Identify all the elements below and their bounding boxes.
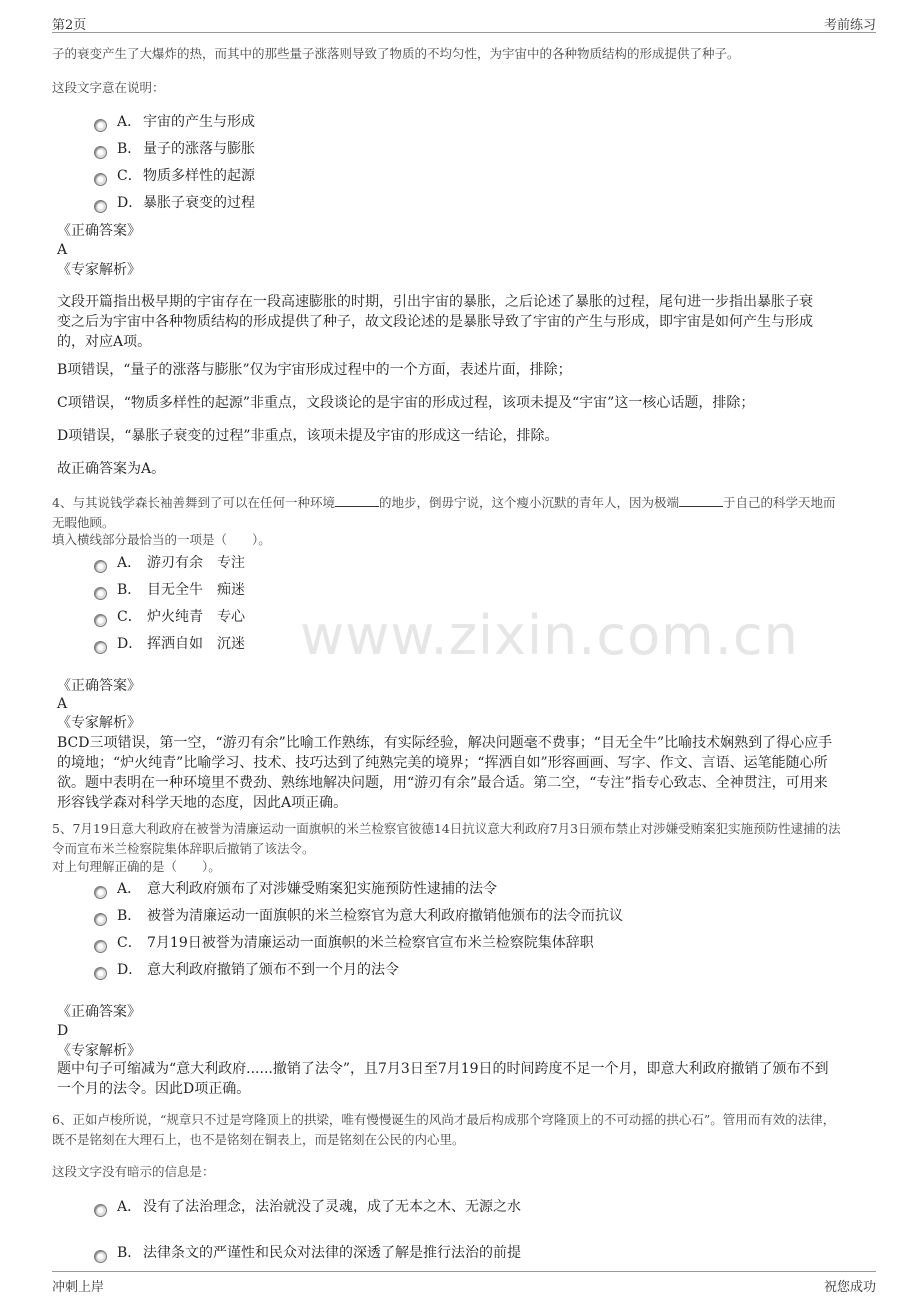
- watermark: www.zixin.com.cn: [300, 604, 799, 667]
- q4-option-c[interactable]: C． 炉火纯青 专心: [94, 607, 245, 627]
- q4-answer: A: [57, 696, 68, 712]
- q5-option-a[interactable]: A． 意大利政府颁布了对涉嫌受贿案犯实施预防性逮捕的法令: [94, 879, 497, 899]
- radio-icon[interactable]: [94, 1204, 107, 1217]
- q6-stem: 6、正如卢梭所说，“规章只不过是穹隆顶上的拱梁，唯有慢慢诞生的风尚才最后构成那个穹隆顶上的不可动摇的拱心石”。管用而有效的法律， 既不是铭刻在大理石上，也不是铭刻在铜表上，而是铭刻在公民的内心里。: [52, 1112, 836, 1147]
- fill-blank: [335, 494, 379, 507]
- q4-analysis-heading: 《专家解析》: [57, 715, 141, 731]
- q5-stem: 5、7月19日意大利政府在被誉为清廉运动一面旗帜的米兰检察官彼德14日抗议意大利政府7月3日颁布禁止对涉嫌受贿案犯实施预防性逮捕的法 令而宣布米兰检察院集体辞职后撤销了该法令。: [52, 821, 841, 856]
- radio-icon[interactable]: [94, 1250, 107, 1263]
- radio-icon[interactable]: [94, 967, 107, 980]
- q3-option-c[interactable]: C．物质多样性的起源: [94, 166, 255, 186]
- page-number: 第2页: [52, 18, 87, 33]
- q3-option-b[interactable]: B． 量子的涨落与膨胀: [94, 139, 255, 159]
- page-header: [52, 10, 876, 33]
- q3-analysis-para1: 文段开篇指出极早期的宇宙存在一段高速膨胀的时期，引出宇宙的暴胀，之后论述了暴胀的过程，尾句进一步指出暴胀子衰 变之后为宇宙中各种物质结构的形成提供了种子，故文段论述的是暴胀导致了宇宙的产生与形成，即宇宙是如何产生与形成 的，对应A项。: [57, 294, 813, 350]
- q5-option-c[interactable]: C． 7月19日被誉为清廉运动一面旗帜的米兰检察官宣布米兰检察院集体辞职: [94, 933, 594, 953]
- page-footer: [52, 1271, 876, 1294]
- q5-analysis: 题中句子可缩减为“意大利政府......撤销了法令”，且7月3日至7月19日的时间跨度不足一个月，即意大利政府撤销了颁布不到 一个月的法令。因此D项正确。: [57, 1061, 829, 1097]
- q3-passage-tail: 子的衰变产生了大爆炸的热，而其中的那些量子涨落则导致了物质的不均匀性，为宇宙中的各种物质结构的形成提供了种子。: [52, 46, 740, 61]
- radio-icon[interactable]: [94, 940, 107, 953]
- q3-answer: A: [57, 242, 68, 258]
- q5-answer-heading: 《正确答案》: [57, 1004, 141, 1020]
- q3-conclusion: 故正确答案为A。: [57, 461, 166, 477]
- radio-icon[interactable]: [94, 560, 107, 573]
- q3-option-d[interactable]: D．暴胀子衰变的过程: [94, 193, 255, 213]
- radio-icon[interactable]: [94, 641, 107, 654]
- radio-icon[interactable]: [94, 886, 107, 899]
- q3-answer-heading: 《正确答案》: [57, 223, 141, 239]
- footer-left-text: 冲刺上岸: [52, 1280, 105, 1295]
- footer-right-text: 祝您成功: [823, 1280, 876, 1295]
- q6-prompt: 这段文字没有暗示的信息是：: [52, 1164, 215, 1179]
- q4-option-a[interactable]: A． 游刃有余 专注: [94, 553, 245, 573]
- q5-option-b[interactable]: B． 被誉为清廉运动一面旗帜的米兰检察官为意大利政府撤销他颁布的法令而抗议: [94, 906, 623, 926]
- q5-option-d[interactable]: D． 意大利政府撤销了颁布不到一个月的法令: [94, 960, 399, 980]
- q4-prompt: 填入横线部分最恰当的一项是（ ）。: [52, 532, 271, 547]
- q6-option-b[interactable]: B． 法律条文的严谨性和民众对法律的深透了解是推行法治的前提: [94, 1243, 521, 1263]
- q3-option-a[interactable]: A． 宇宙的产生与形成: [94, 112, 255, 132]
- q5-answer: D: [57, 1023, 69, 1039]
- radio-icon[interactable]: [94, 146, 107, 159]
- q3-analysis-b: B项错误，“量子的涨落与膨胀”仅为宇宙形成过程中的一个方面，表述片面，排除；: [57, 362, 572, 378]
- q4-stem: 4、与其说钱学森长袖善舞到了可以在任何一种环境 的地步，倒毋宁说，这个瘦小沉默的青年人，因为极端 于自己的科学天地而 无暇他顾。: [52, 495, 836, 530]
- q3-analysis-c: C项错误，“物质多样性的起源”非重点，文段谈论的是宇宙的形成过程，该项未提及“宇宙”这一核心话题，排除；: [57, 395, 755, 411]
- radio-icon[interactable]: [94, 913, 107, 926]
- q3-prompt: 这段文字意在说明：: [52, 80, 165, 95]
- q4-option-b[interactable]: B． 目无全牛 痴迷: [94, 580, 245, 600]
- q3-analysis-heading: 《专家解析》: [57, 262, 141, 278]
- radio-icon[interactable]: [94, 614, 107, 627]
- q6-option-a[interactable]: A． 没有了法治理念，法治就没了灵魂，成了无本之木、无源之水: [94, 1197, 521, 1217]
- header-title: 考前练习: [823, 18, 876, 33]
- q4-analysis: BCD三项错误，第一空，“游刃有余”比喻工作熟练，有实际经验，解决问题毫不费事；“目无全牛”比喻技术娴熟到了得心应手 的境地；“炉火纯青”比喻学习、技术、技巧达到了纯熟完美的境界；“挥洒自如”形容画画、写字、作文、言语、运笔能随心所 欲。题中表明在一种环境里不费劲、熟练地解决问题，用“游刃有余”最合适。第二空，“专注”指专心致志、全神贯注，可用来 形容钱学森对科学天地的态度，因此A项正确。: [57, 735, 833, 811]
- q5-analysis-heading: 《专家解析》: [57, 1043, 141, 1059]
- fill-blank: [679, 494, 723, 507]
- radio-icon[interactable]: [94, 119, 107, 132]
- radio-icon[interactable]: [94, 200, 107, 213]
- radio-icon[interactable]: [94, 587, 107, 600]
- q4-option-d[interactable]: D． 挥洒自如 沉迷: [94, 634, 245, 654]
- radio-icon[interactable]: [94, 173, 107, 186]
- q5-prompt: 对上句理解正确的是（ ）。: [52, 859, 221, 874]
- q3-analysis-d: D项错误，“暴胀子衰变的过程”非重点，该项未提及宇宙的形成这一结论，排除。: [57, 428, 559, 444]
- q4-answer-heading: 《正确答案》: [57, 678, 141, 694]
